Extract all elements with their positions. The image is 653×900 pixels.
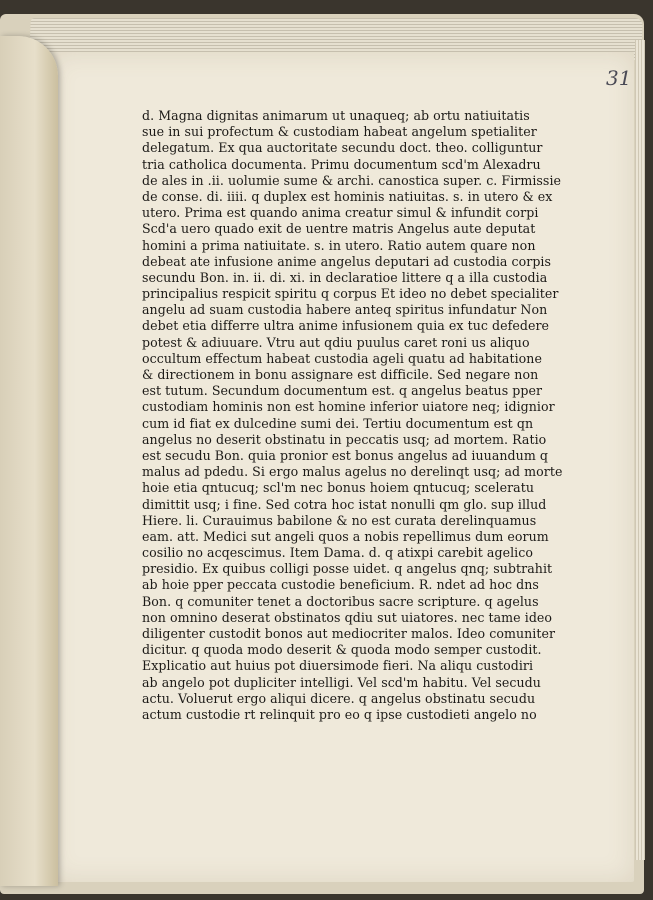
text-line: est tutum. Secundum documentum est. q angelus beatus pper	[142, 383, 543, 399]
text-line: hoie etia qntucuq; scl'm nec bonus hoiem qntucuq; sceleratu	[142, 480, 534, 496]
text-line: ab angelo pot dupliciter intelligi. Vel scd'm habitu. Vel secudu	[142, 674, 541, 690]
text-line: actum custodie rt relinquit pro eo q ipse custodieti angelo no	[142, 706, 537, 722]
text-column	[142, 108, 563, 723]
folio-number: 31	[606, 66, 632, 90]
text-line: occultum effectum habeat custodia ageli quatu ad habitatione	[142, 350, 542, 366]
text-line: ab hoie pper peccata custodie beneficium. R. ndet ad hoc dns	[142, 577, 539, 593]
previous-leaf-edge	[0, 36, 58, 886]
text-line: tria catholica documenta. Primu documentum scd'm Alexadru	[142, 156, 541, 172]
text-line: dicitur. q quoda modo deserit & quoda modo semper custodit.	[142, 642, 542, 658]
text-line: d. Magna dignitas animarum ut unaqueq; ab ortu natiuitatis	[142, 108, 530, 123]
text-line: presidio. Ex quibus colligi posse uidet. q angelus qnq; subtrahit	[142, 561, 553, 577]
text-line: eam. att. Medici sut angeli quos a nobis repellimus dum eorum	[142, 528, 549, 544]
text-line: cosilio no acqescimus. Item Dama. d. q atixpi carebit agelico	[142, 545, 533, 561]
text-line: dimittit usq; i fine. Sed cotra hoc istat nonulli qm glo. sup illud	[142, 496, 547, 512]
text-line: & directionem in bonu assignare est difficile. Sed negare non	[142, 367, 539, 382]
text-line: de ales in .ii. uolumie sume & archi. canostica super. c. Firmissie	[142, 172, 562, 188]
text-line: principalius respicit spiritu q corpus Et ideo no debet specialiter	[142, 286, 559, 302]
text-line: non omnino deserat obstinatos qdiu sut uiatores. nec tame ideo	[142, 609, 553, 625]
text-line: potest & adiuuare. Vtru aut qdiu puulus caret roni us aliquo	[142, 334, 530, 350]
text-line: de conse. di. iiii. q duplex est hominis natiuitas. s. in utero & ex	[142, 188, 553, 204]
text-line: delegatum. Ex qua auctoritate secundu doct. theo. colliguntur	[142, 140, 543, 156]
text-line: angelus no deserit obstinatu in peccatis usq; ad mortem. Ratio	[142, 431, 547, 447]
text-line: custodiam hominis non est homine inferior uiatore neq; idignior	[142, 399, 555, 415]
text-line: secundu Bon. in. ii. di. xi. in declaratioe littere q a illa custodia	[142, 269, 548, 285]
text-line: Bon. q comuniter tenet a doctoribus sacre scripture. q agelus	[142, 593, 539, 609]
text-line: Scd'a uero quado exit de uentre matris Angelus aute deputat	[142, 221, 536, 237]
text-line: Hiere. li. Curauimus babilone & no est curata derelinquamus	[142, 512, 537, 528]
text-line: Explicatio aut huius pot diuersimode fieri. Na aliqu custodiri	[142, 658, 534, 674]
text-line: debeat ate infusione anime angelus deputari ad custodia corpis	[142, 253, 552, 269]
text-line: est secudu Bon. quia pronior est bonus angelus ad iuuandum q	[142, 447, 548, 463]
text-line: actu. Voluerut ergo aliqui dicere. q angelus obstinatu secudu	[142, 690, 536, 706]
book-page	[50, 52, 634, 882]
text-line: malus ad pdedu. Si ergo malus agelus no derelinqt usq; ad morte	[142, 464, 563, 480]
text-line: debet etia differre ultra anime infusionem quia ex tuc defedere	[142, 318, 550, 334]
page-edges-right	[635, 40, 645, 860]
text-line: cum id fiat ex dulcedine sumi dei. Tertiu documentum est qn	[142, 415, 534, 431]
text-line: sue in sui profectum & custodiam habeat angelum spetialiter	[142, 124, 537, 140]
text-line: utero. Prima est quando anima creatur simul & infundit corpi	[142, 205, 539, 221]
text-line: diligenter custodit bonos aut mediocriter malos. Ideo comuniter	[142, 626, 556, 641]
text-line: angelu ad suam custodia habere anteq spiritus infundatur Non	[142, 302, 548, 318]
text-line: homini a prima natiuitate. s. in utero. Ratio autem quare non	[142, 237, 536, 253]
